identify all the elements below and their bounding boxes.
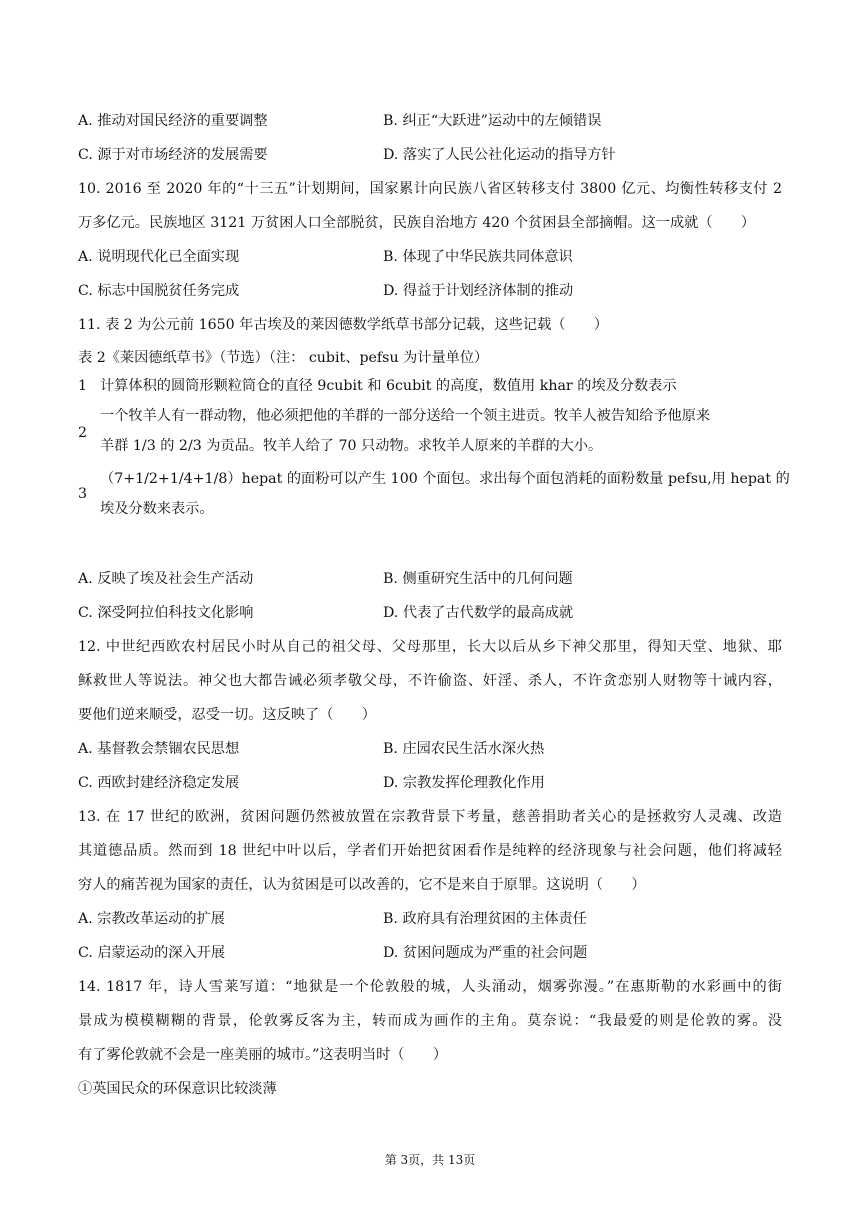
page-footer: 第 3页，共 13页 [384, 1153, 476, 1167]
q12-option-c[interactable]: C. 西欧封建经济稳定发展 [78, 775, 240, 791]
q14-statement-1: ①英国民众的环保意识比较淡薄 [78, 1081, 277, 1097]
q13-stem-line-2: 其道德品质。然而到 18 世纪中叶以后，学者们开始把贫困看作是纯粹的经济现象与社会问题，他们将减轻 [78, 843, 782, 859]
table-row-text: （7+1/2+1/4+1/8）hepat 的面粉可以产生 100 个面包。求出每个面包消耗的面粉数量 pefsu,用 hepat 的 [100, 471, 790, 487]
q11-option-d[interactable]: D. 代表了古代数学的最高成就 [383, 605, 574, 621]
q14-stem-line-2: 景成为模模糊糊的背景，伦敦雾反客为主，转而成为画作的主角。莫奈说：“我最爱的则是伦敦的雾。没 [78, 1013, 782, 1029]
table-row-text: 一个牧羊人有一群动物，他必须把他的羊群的一部分送给一个领主进贡。牧羊人被告知给予他原来 [100, 408, 711, 424]
table-caption: 表 2《莱因德纸草书》（节选）（注： cubit、pefsu 为计量单位） [78, 350, 489, 366]
table-row-text: 计算体积的圆筒形颗粒筒仓的直径 9cubit 和 6cubit 的高度，数值用 khar 的埃及分数表示 [100, 378, 677, 394]
q9-option-a[interactable]: A. 推动对国民经济的重要调整 [78, 113, 268, 129]
table-row-text: 埃及分数来表示。 [100, 501, 214, 517]
q11-option-a[interactable]: A. 反映了埃及社会生产活动 [78, 571, 254, 587]
table-row-number: 2 [78, 425, 88, 441]
q10-option-b[interactable]: B. 体现了中华民族共同体意识 [383, 249, 573, 265]
q12-stem-line-1: 12. 中世纪西欧农村居民小时从自己的祖父母、父母那里，长大以后从乡下神父那里，得知天堂、地狱、耶 [78, 639, 782, 655]
q9-option-c[interactable]: C. 源于对市场经济的发展需要 [78, 147, 268, 163]
q12-stem-line-3: 要他们逆来顺受，忍受一切。这反映了（ ） [78, 707, 376, 723]
q10-stem-line-2: 万多亿元。民族地区 3121 万贫困人口全部脱贫，民族自治地方 420 个贫困县全部摘帽。这一成就（ ） [78, 215, 756, 231]
q10-stem-line-1: 10. 2016 至 2020 年的“十三五”计划期间，国家累计向民族八省区转移支付 3800 亿元、均衡性转移支付 2 [78, 181, 782, 197]
table-row-text: 羊群 1/3 的 2/3 为贡品。牧羊人给了 70 只动物。求牧羊人原来的羊群的大小。 [100, 438, 603, 454]
q14-stem-line-3: 有了雾伦敦就不会是一座美丽的城市。”这表明当时（ ） [78, 1047, 448, 1063]
q9-option-b[interactable]: B. 纠正“大跃进”运动中的左倾错误 [383, 113, 602, 129]
table-row-number: 3 [78, 486, 88, 502]
q12-stem-line-2: 稣救世人等说法。神父也大都告诫必须孝敬父母，不许偷盗、奸淫、杀人，不许贪恋别人财物等十诫内容， [78, 673, 782, 689]
q13-option-d[interactable]: D. 贫困问题成为严重的社会问题 [383, 945, 588, 961]
q11-option-b[interactable]: B. 侧重研究生活中的几何问题 [383, 571, 573, 587]
q12-option-d[interactable]: D. 宗教发挥伦理教化作用 [383, 775, 545, 791]
q13-option-c[interactable]: C. 启蒙运动的深入开展 [78, 945, 226, 961]
q9-option-d[interactable]: D. 落实了人民公社化运动的指导方针 [383, 147, 616, 163]
q11-stem-line-1: 11. 表 2 为公元前 1650 年古埃及的莱因德数学纸草书部分记载，这些记载（ ） [78, 317, 609, 333]
q10-option-a[interactable]: A. 说明现代化已全面实现 [78, 249, 240, 265]
table-row-number: 1 [78, 378, 88, 394]
q13-stem-line-1: 13. 在 17 世纪的欧洲，贫困问题仍然被放置在宗教背景下考量，慈善捐助者关心的是拯救穷人灵魂、改造 [78, 809, 782, 825]
q14-stem-line-1: 14. 1817 年，诗人雪莱写道：“地狱是一个伦敦般的城，人头涌动，烟雾弥漫。”在惠斯勒的水彩画中的街 [78, 979, 782, 995]
q13-option-a[interactable]: A. 宗教改革运动的扩展 [78, 911, 225, 927]
q13-option-b[interactable]: B. 政府具有治理贫困的主体责任 [383, 911, 587, 927]
q11-option-c[interactable]: C. 深受阿拉伯科技文化影响 [78, 605, 254, 621]
q13-stem-line-3: 穷人的痛苦视为国家的责任，认为贫困是可以改善的，它不是来自于原罪。这说明（ ） [78, 877, 646, 893]
q9-option-row-1 [78, 111, 268, 131]
q12-option-a[interactable]: A. 基督教会禁锢农民思想 [78, 741, 240, 757]
q12-option-b[interactable]: B. 庄园农民生活水深火热 [383, 741, 545, 757]
q10-option-c[interactable]: C. 标志中国脱贫任务完成 [78, 283, 240, 299]
q10-option-d[interactable]: D. 得益于计划经济体制的推动 [383, 283, 574, 299]
